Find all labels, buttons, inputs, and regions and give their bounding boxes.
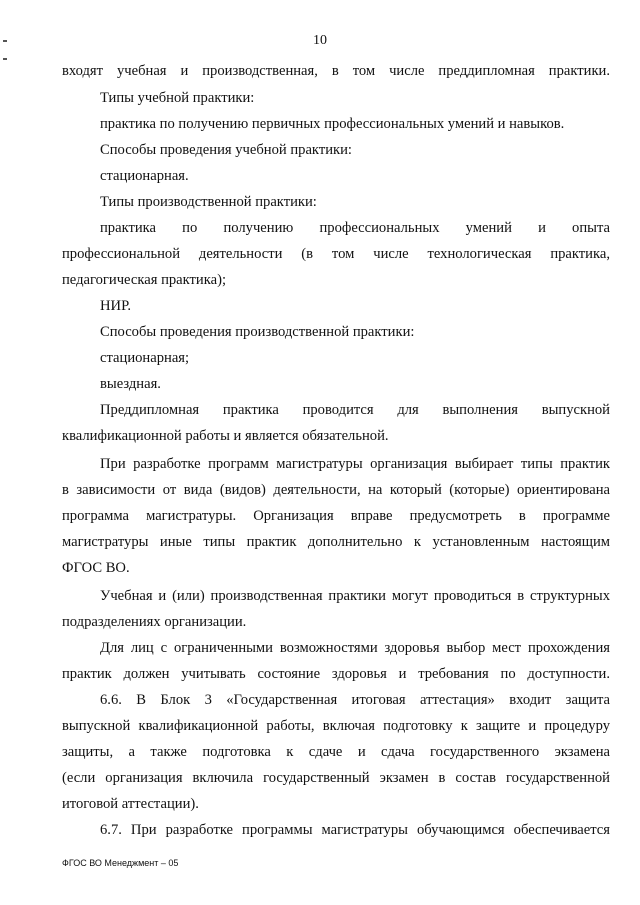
text-line: практик должен учитывать состояние здоровья и требования по доступности. — [62, 666, 610, 682]
text-line: подразделениях организации. — [62, 614, 247, 630]
text-line: профессиональной деятельности (в том числе технологическая практика, — [62, 246, 610, 262]
text-line: программа магистратуры. Организация вправе предусмотреть в программе — [62, 508, 610, 524]
text-line: Преддипломная практика проводится для выполнения выпускной — [100, 402, 610, 418]
text-line: практика по получению профессиональных умений и опыта — [100, 220, 610, 236]
text-line: защиты, а также подготовка к сдаче и сдача государственного экзамена — [62, 744, 610, 760]
scan-edge-mark — [3, 58, 7, 60]
text-line: Способы проведения производственной практики: — [100, 324, 415, 340]
text-line: выпускной квалификационной работы, включая подготовку к защите и процедуру — [62, 718, 610, 734]
text-line: Способы проведения учебной практики: — [100, 142, 352, 158]
text-line: Типы производственной практики: — [100, 194, 317, 210]
text-line: НИР. — [100, 298, 132, 314]
text-line: Учебная и (или) производственная практики могут проводиться в структурных — [100, 588, 610, 604]
text-line: При разработке программ магистратуры организация выбирает типы практик — [100, 456, 610, 472]
text-line: (если организация включила государственный экзамен в состав государственной — [62, 770, 610, 786]
text-line: стационарная. — [100, 168, 189, 184]
text-line: Для лиц с ограниченными возможностями здоровья выбор мест прохождения — [100, 640, 610, 656]
text-line: практика по получению первичных профессиональных умений и навыков. — [100, 116, 565, 132]
text-line: в зависимости от вида (видов) деятельности, на который (которые) ориентирована — [62, 482, 610, 498]
text-line: квалификационной работы и является обязательной. — [62, 428, 389, 444]
text-line: стационарная; — [100, 350, 190, 366]
text-line: магистратуры иные типы практик дополнительно к установленным настоящим — [62, 534, 610, 550]
text-line: 6.7. При разработке программы магистратуры обучающимся обеспечивается — [100, 822, 610, 838]
page-footer: ФГОС ВО Менеджмент – 05 — [62, 858, 179, 868]
text-line: итоговой аттестации). — [62, 796, 199, 812]
text-line: ФГОС ВО. — [62, 560, 130, 576]
page-number: 10 — [313, 33, 327, 48]
text-line: педагогическая практика); — [62, 272, 227, 288]
text-line: выездная. — [100, 376, 161, 392]
text-line: входят учебная и производственная, в том числе преддипломная практики. — [62, 63, 610, 79]
text-line: 6.6. В Блок 3 «Государственная итоговая аттестация» входит защита — [100, 692, 610, 708]
text-line: Типы учебной практики: — [100, 90, 255, 106]
